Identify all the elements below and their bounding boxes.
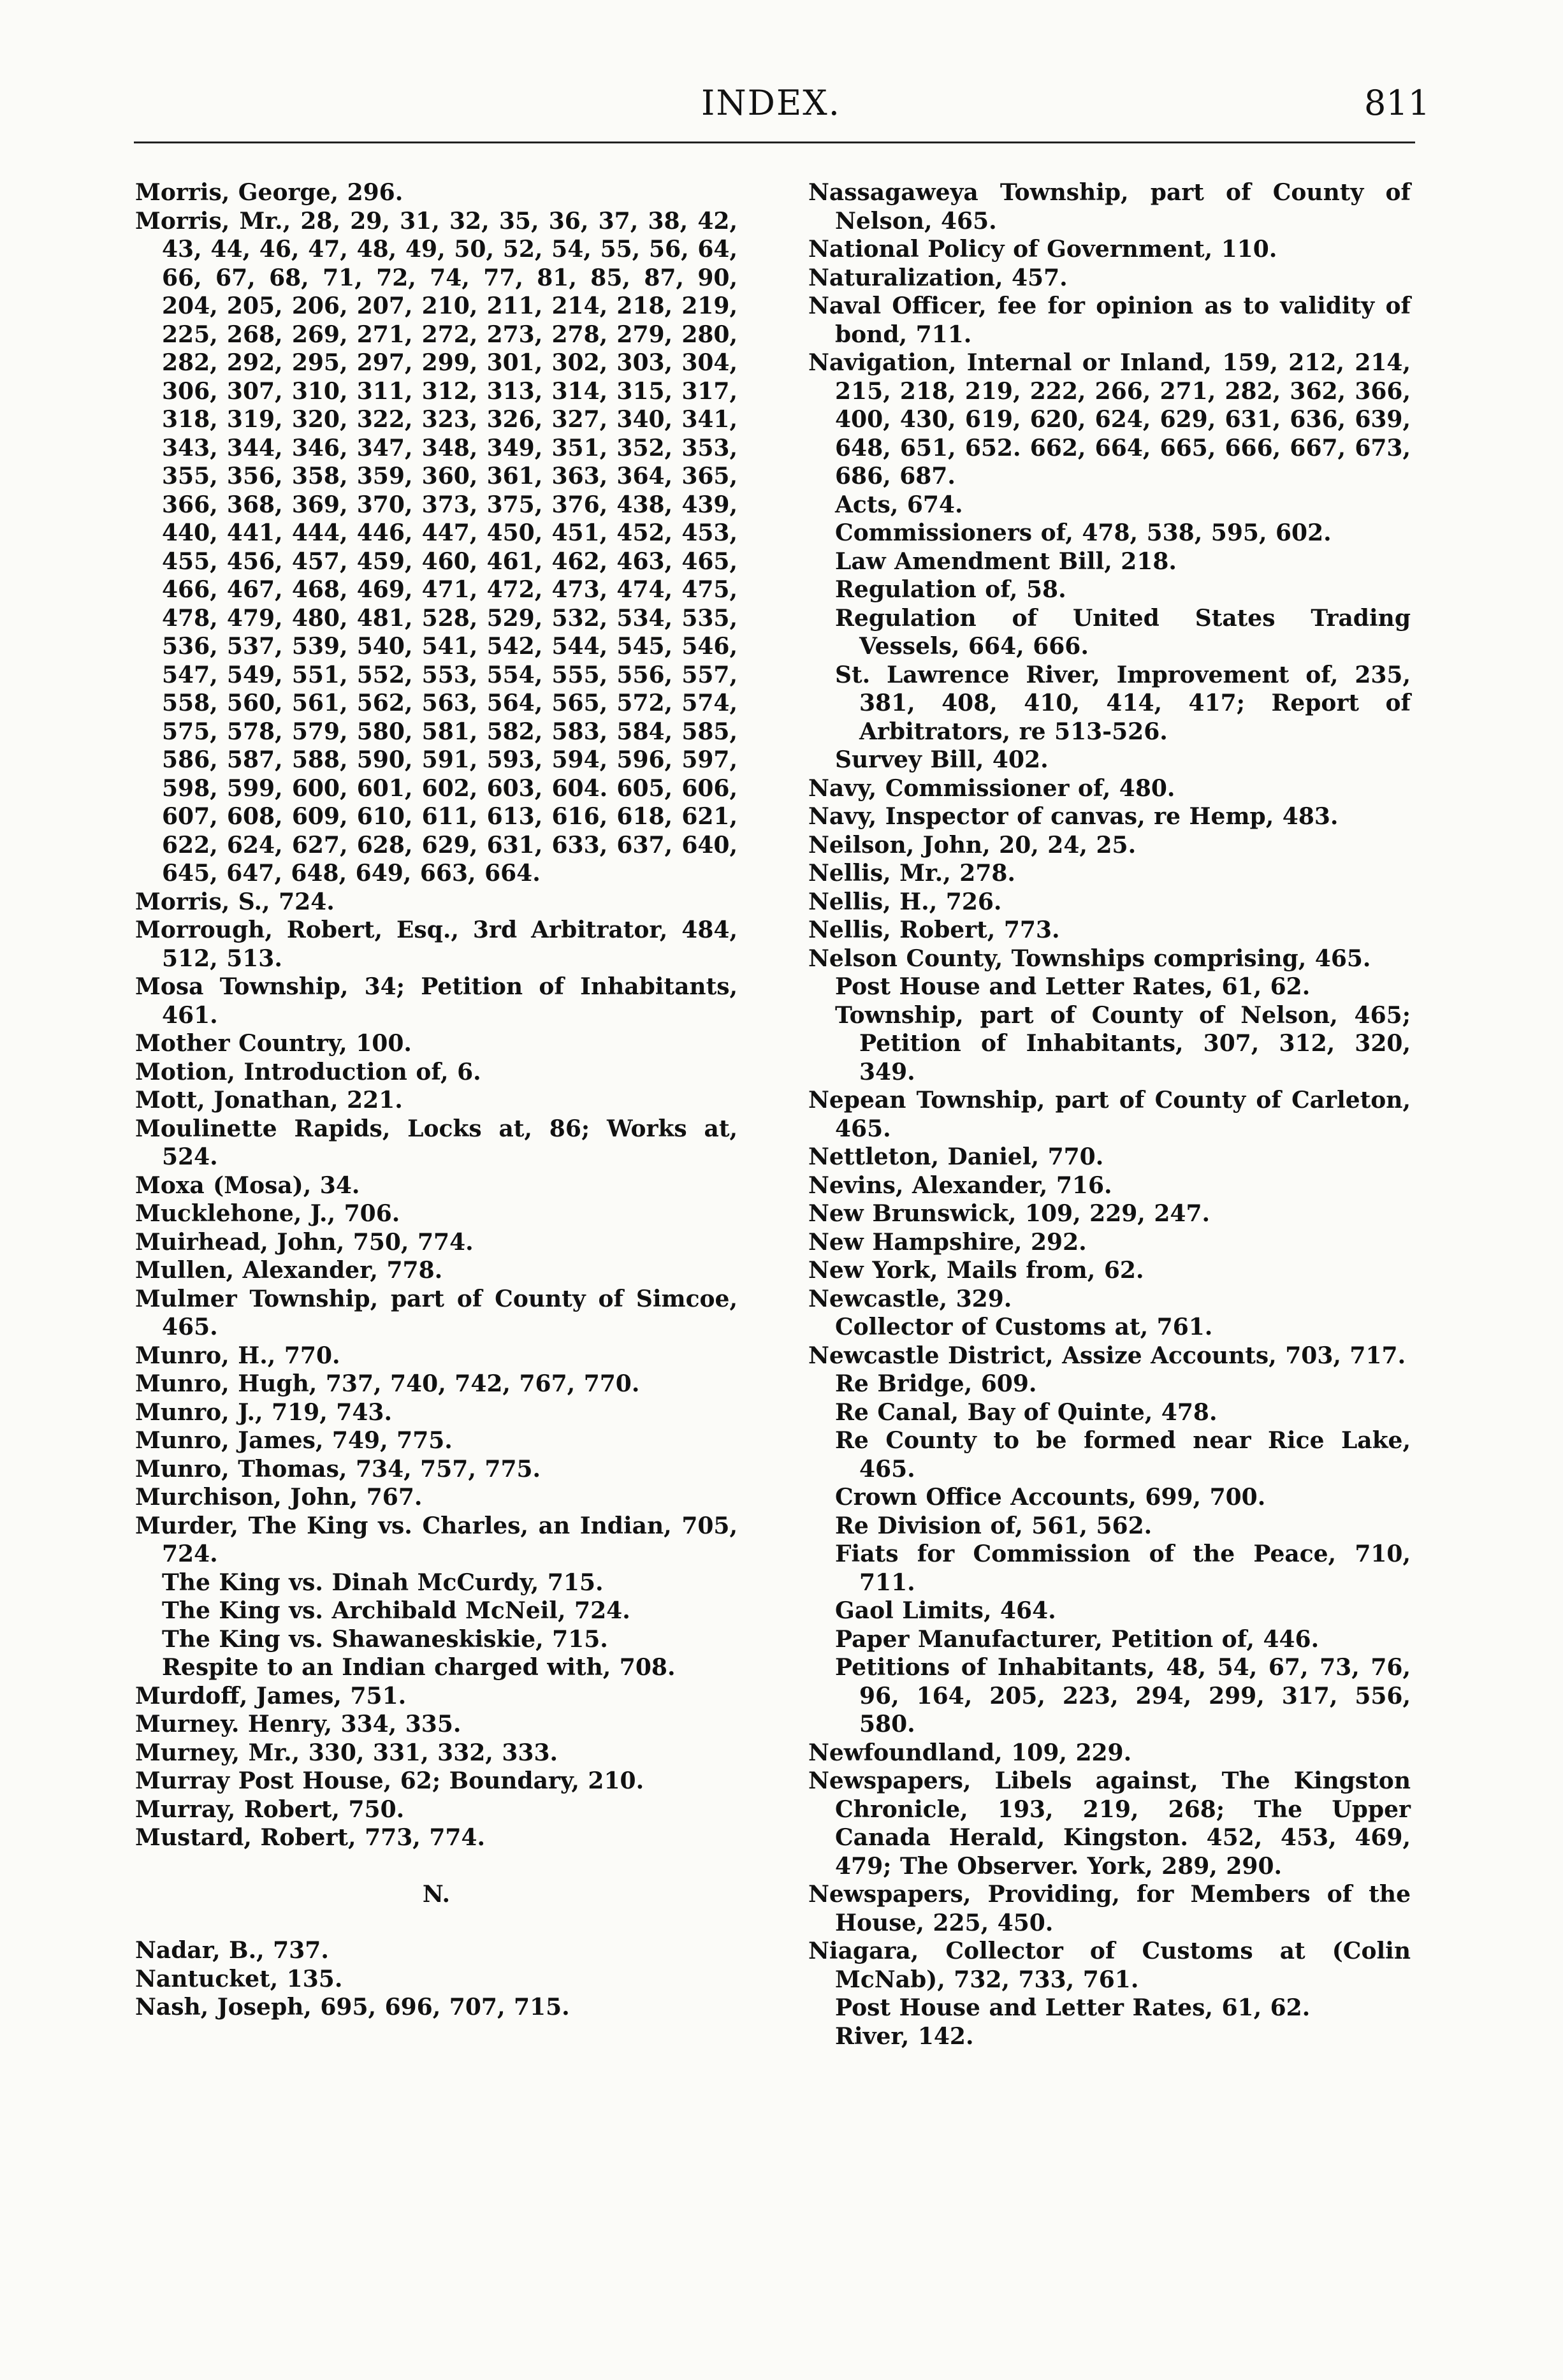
index-subentry: Collector of Customs at, 761. [835, 1314, 1213, 1340]
index-entry: Murray Post House, 62; Boundary, 210. [135, 1767, 644, 1794]
index-entry: Newspapers, Libels against, The Kingston Chronicle, 193, 219, 268; The Upper Canada Herald, Kingston. 452, 453, 469, 479; The Observer. York, 289, 290. [808, 1767, 1411, 1880]
index-entry: Mother Country, 100. [135, 1030, 412, 1057]
index-subentry: Fiats for Commission of the Peace, 710, 711. [835, 1541, 1411, 1596]
index-entry: Moxa (Mosa), 34. [135, 1172, 360, 1199]
index-entry: Nellis, Robert, 773. [808, 917, 1060, 943]
index-subentry: The King vs. Shawaneskiskie, 715. [162, 1625, 608, 1653]
index-entry: Nash, Joseph, 695, 696, 707, 715. [135, 1994, 570, 2021]
index-entry: Munro, James, 749, 775. [135, 1427, 453, 1454]
index-entry: Nevins, Alexander, 716. [808, 1172, 1112, 1199]
index-entry: Mulmer Township, part of County of Simcoe, 465. [135, 1285, 738, 1340]
index-entry: Mustard, Robert, 773, 774. [135, 1824, 486, 1851]
index-entry: Mosa Township, 34; Petition of Inhabitants, 461. [135, 973, 738, 1029]
index-entry: Newcastle District, Assize Accounts, 703, 717. [808, 1342, 1406, 1369]
index-subentry: The King vs. Archibald McNeil, 724. [162, 1597, 630, 1624]
index-entry: Nettleton, Daniel, 770. [808, 1143, 1104, 1170]
index-subentry: Re Division of, 561, 562. [835, 1512, 1152, 1539]
header-rule [134, 141, 1415, 143]
index-entry: Mott, Jonathan, 221. [135, 1087, 403, 1114]
index-subentry: Township, part of County of Nelson, 465; Petition of Inhabitants, 307, 312, 320, 349. [835, 1001, 1411, 1085]
index-entry: Muirhead, John, 750, 774. [135, 1228, 474, 1256]
index-entry: Naturalization, 457. [808, 264, 1068, 291]
index-subentry: Survey Bill, 402. [835, 746, 1049, 773]
index-subentry: St. Lawrence River, Improvement of, 235, 381, 408, 410, 414, 417; Report of Arbitrators, re 513-526. [835, 661, 1411, 745]
right-column [808, 178, 1411, 2050]
index-entry: Munro, H., 770. [135, 1342, 340, 1369]
index-entry: Nassagaweya Township, part of County of Nelson, 465. [808, 179, 1411, 235]
index-subentry: Paper Manufacturer, Petition of, 446. [835, 1625, 1319, 1653]
index-entry: Morris, Mr., 28, 29, 31, 32, 35, 36, 37, 38, 42, 43, 44, 46, 47, 48, 49, 50, 52, 54, 55, 56, 64, 66, 67, 68, 71, 72, 74, 77, 81, 85, 87, 90, 204, 205, 206, 207, 210, 211, 214, 218, 219, 225, 268, 269, 271, 272, 273, 278, 279, 280, 282, 292, 295, 297, 299, 301, 302, 303, 304, 306, 307, 310, 311, 312, 313, 314, 315, 317, 318, 319, 320, 322, 323, 326, 327, 340, 341, 343, 344, 346, 347, 348, 349, 351, 352, 353, 355, 356, 358, 359, 360, 361, 363, 364, 365, 366, 368, 369, 370, 373, 375, 376, 438, 439, 440, 441, 444, 446, 447, 450, 451, 452, 453, 455, 456, 457, 459, 460, 461, 462, 463, 465, 466, 467, 468, 469, 471, 472, 473, 474, 475, 478, 479, 480, 481, 528, 529, 532, 534, 535, 536, 537, 539, 540, 541, 542, 544, 545, 546, 547, 549, 551, 552, 553, 554, 555, 556, 557, 558, 560, 561, 562, 563, 564, 565, 572, 574, 575, 578, 579, 580, 581, 582, 583, 584, 585, 586, 587, 588, 590, 591, 593, 594, 596, 597, 598, 599, 600, 601, 602, 603, 604. 605, 606, 607, 608, 609, 610, 611, 613, 616, 618, 621, 622, 624, 627, 628, 629, 631, 633, 637, 640, 645, 647, 648, 649, 663, 664. [135, 207, 738, 887]
index-entry: Neilson, John, 20, 24, 25. [808, 831, 1137, 859]
index-subentry: Re County to be formed near Rice Lake, 465. [835, 1427, 1411, 1483]
index-entry: National Policy of Government, 110. [808, 236, 1277, 263]
index-entry: Navigation, Internal or Inland, 159, 212, 214, 215, 218, 219, 222, 266, 271, 282, 362, 366, 400, 430, 619, 620, 624, 629, 631, 636, 639, 648, 651, 652. 662, 664, 665, 666, 667, 673, 686, 687. [808, 349, 1411, 490]
index-entry: Moulinette Rapids, Locks at, 86; Works at, 524. [135, 1115, 738, 1170]
page-number: 811 [1364, 83, 1430, 123]
index-entry: Nellis, Mr., 278. [808, 860, 1015, 887]
index-subentry: Law Amendment Bill, 218. [835, 548, 1177, 575]
index-subentry: Regulation of United States Trading Vessels, 664, 666. [835, 604, 1411, 660]
index-entry: Navy, Commissioner of, 480. [808, 774, 1175, 802]
index-entry: New Brunswick, 109, 229, 247. [808, 1200, 1210, 1227]
index-entry: Mucklehone, J., 706. [135, 1200, 400, 1227]
index-subentry: Gaol Limits, 464. [835, 1597, 1056, 1624]
index-entry: Nadar, B., 737. [135, 1937, 329, 1964]
index-subentry: Crown Office Accounts, 699, 700. [835, 1484, 1266, 1511]
index-entry: Mullen, Alexander, 778. [135, 1257, 443, 1284]
index-entry: Murray, Robert, 750. [135, 1796, 405, 1823]
index-entry: Navy, Inspector of canvas, re Hemp, 483. [808, 803, 1339, 830]
index-subentry: Commissioners of, 478, 538, 595, 602. [835, 519, 1332, 546]
index-entry: Newspapers, Providing, for Members of the House, 225, 450. [808, 1881, 1411, 1936]
index-entry: Nelson County, Townships comprising, 465. [808, 945, 1371, 972]
page-header [0, 83, 1563, 127]
index-entry: Murdoff, James, 751. [135, 1682, 407, 1709]
index-subentry: Re Canal, Bay of Quinte, 478. [835, 1398, 1218, 1426]
index-entry: New York, Mails from, 62. [808, 1257, 1144, 1284]
index-subentry: Post House and Letter Rates, 61, 62. [835, 1994, 1311, 2021]
index-entry: Murchison, John, 767. [135, 1484, 423, 1511]
index-subentry: Regulation of, 58. [835, 576, 1066, 603]
index-entry: Murney. Henry, 334, 335. [135, 1711, 462, 1738]
index-subentry: Respite to an Indian charged with, 708. [162, 1654, 676, 1681]
left-column [135, 178, 738, 2022]
page-title: INDEX. [701, 83, 841, 123]
index-entry: Morris, George, 296. [135, 179, 403, 206]
index-entry: Nantucket, 135. [135, 1965, 343, 1992]
index-subentry: Acts, 674. [835, 491, 963, 518]
index-subentry: Petitions of Inhabitants, 48, 54, 67, 73, 76, 96, 164, 205, 223, 294, 299, 317, 556, 580. [835, 1654, 1411, 1738]
index-entry: Munro, Thomas, 734, 757, 775. [135, 1455, 541, 1483]
index-entry: Newcastle, 329. [808, 1285, 1012, 1312]
index-entry: Motion, Introduction of, 6. [135, 1058, 481, 1085]
index-entry: Newfoundland, 109, 229. [808, 1739, 1132, 1766]
index-subentry: Re Bridge, 609. [835, 1370, 1037, 1397]
index-entry: Morrough, Robert, Esq., 3rd Arbitrator, 484, 512, 513. [135, 917, 738, 972]
index-entry: Morris, S., 724. [135, 888, 335, 915]
index-subentry: River, 142. [835, 2022, 974, 2050]
index-entry: Munro, Hugh, 737, 740, 742, 767, 770. [135, 1370, 640, 1397]
index-subentry: The King vs. Dinah McCurdy, 715. [162, 1569, 604, 1596]
section-letter: N. [422, 1880, 451, 1908]
index-entry: Murder, The King vs. Charles, an Indian, 705, 724. [135, 1512, 738, 1567]
index-entry: New Hampshire, 292. [808, 1228, 1087, 1256]
index-entry: Niagara, Collector of Customs at (Colin McNab), 732, 733, 761. [808, 1938, 1411, 1993]
index-entry: Nepean Township, part of County of Carleton, 465. [808, 1087, 1411, 1142]
index-entry: Nellis, H., 726. [808, 888, 1002, 915]
index-entry: Munro, J., 719, 743. [135, 1398, 392, 1426]
index-entry: Murney, Mr., 330, 331, 332, 333. [135, 1739, 558, 1766]
index-subentry: Post House and Letter Rates, 61, 62. [835, 973, 1311, 1000]
index-entry: Naval Officer, fee for opinion as to validity of bond, 711. [808, 293, 1411, 348]
